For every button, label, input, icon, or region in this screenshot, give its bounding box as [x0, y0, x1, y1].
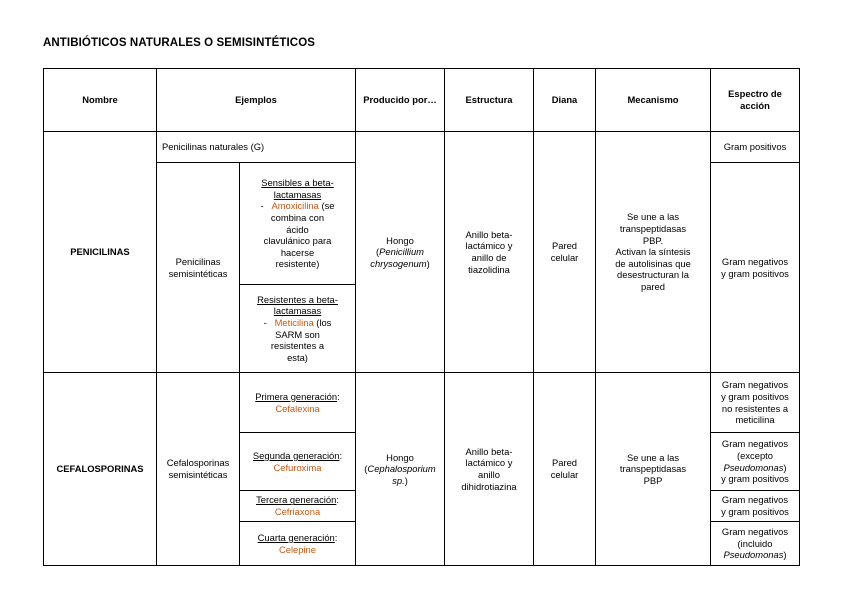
cefalosporinas-gen4: Cuarta generación: Celepine [240, 522, 356, 566]
cefriaxona-drug: Cefriaxona [274, 506, 321, 517]
amoxicilina-drug: Amoxicilina [271, 200, 319, 212]
header-ejemplos: Ejemplos [157, 69, 356, 132]
cefalosporinas-gen1: Primera generación: Cefalexina [240, 373, 356, 433]
header-row [44, 69, 800, 132]
penicilinas-mecanismo: Se une a las transpeptidasas PBP. Activan la síntesis de autolisinas que desestructuran la pared [596, 132, 711, 373]
penicilinas-semisinteticas: Penicilinas semisintéticas [157, 163, 240, 373]
header-espectro: Espectro de acción [711, 69, 800, 132]
penicilinas-producido: Hongo (Penicillium chrysogenum) [356, 132, 445, 373]
cefalosporinas-diana: Pared celular [534, 373, 596, 566]
penicilinas-resistentes: Resistentes a beta- lactamasas - Meticilina (los SARM son resistentes a esta) [240, 285, 356, 373]
header-diana: Diana [534, 69, 596, 132]
cefalosporinas-gen2-espectro: Gram negativos (excepto Pseudomonas) y gram positivos [711, 433, 800, 491]
penicilinas-row-naturales [44, 132, 800, 163]
cefalosporinas-producido: Hongo (Cephalosporium sp.) [356, 373, 445, 566]
cefalosporinas-name: CEFALOSPORINAS [44, 373, 157, 566]
cefalosporinas-gen3: Tercera generación: Cefriaxona [240, 491, 356, 522]
header-estructura: Estructura [445, 69, 534, 132]
cefalosporinas-gen4-espectro: Gram negativos (incluido Pseudomonas) [711, 522, 800, 566]
header-mecanismo: Mecanismo [596, 69, 711, 132]
document-title: ANTIBIÓTICOS NATURALES O SEMISINTÉTICOS [43, 37, 316, 49]
penicilinas-sensibles: Sensibles a beta- lactamasas - Amoxicilina (se combina con ácido clavulánico para hacerse resistente) [240, 163, 356, 285]
penicilinas-diana: Pared celular [534, 132, 596, 373]
cefalosporinas-estructura: Anillo beta- lactámico y anillo dihidrotiazina [445, 373, 534, 566]
penicilinas-semi-espectro: Gram negativos y gram positivos [711, 163, 800, 373]
cefalosporinas-row-gen1 [44, 373, 800, 433]
cefalosporinas-semisinteticas: Cefalosporinas semisintéticas [157, 373, 240, 566]
cefalosporinas-gen2: Segunda generación: Cefuroxima [240, 433, 356, 491]
header-producido: Producido por… [356, 69, 445, 132]
cefuroxima-drug: Cefuroxima [273, 461, 322, 473]
cefalosporinas-mecanismo: Se une a las transpeptidasas PBP [596, 373, 711, 566]
header-nombre: Nombre [44, 69, 157, 132]
penicilinas-naturales-espectro: Gram positivos [711, 132, 800, 163]
penicilinas-naturales: Penicilinas naturales (G) [157, 132, 356, 163]
antibiotics-table [43, 68, 800, 566]
celepine-drug: Celepine [278, 543, 316, 555]
cefalosporinas-gen1-espectro: Gram negativos y gram positivos no resistentes a meticilina [711, 373, 800, 433]
cefalexina-drug: Cefalexina [275, 402, 320, 414]
penicilinas-name: PENICILINAS [44, 132, 157, 373]
cefalosporinas-gen3-espectro: Gram negativos y gram positivos [711, 491, 800, 522]
penicilinas-estructura: Anillo beta- lactámico y anillo de tiazolidina [445, 132, 534, 373]
meticilina-drug: Meticilina [274, 316, 314, 328]
